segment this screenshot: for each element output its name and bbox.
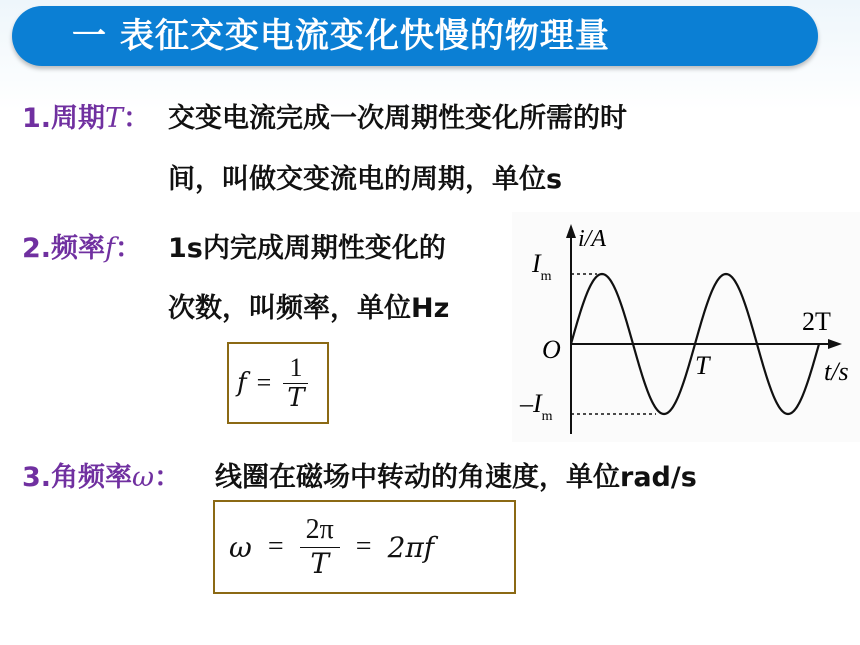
formula-fraction [281, 353, 310, 414]
formula-denominator: T [287, 382, 305, 413]
period-label: 1.周期T： [22, 103, 151, 134]
angular-frequency-label: 3.角频率ω： [22, 462, 182, 493]
section-banner [12, 6, 818, 66]
period-text-line1: 交变电流完成一次周期性变化所需的时 [168, 103, 627, 134]
y-axis-label: i/A [578, 226, 606, 252]
frequency-text-line1: 1s内完成周期性变化的 [168, 233, 446, 264]
formula-numerator: 1 [283, 353, 308, 384]
two-t-label: 2T [802, 307, 831, 336]
formula-f: f [237, 368, 247, 398]
formula-omega: ω [229, 530, 252, 564]
formula-equals-2: = [355, 531, 372, 562]
neg-im-label: $-I_m$ [520, 389, 553, 424]
formula-denominator-t: T [310, 546, 330, 580]
frequency-text-line2: 次数，叫频率，单位Hz [168, 293, 450, 324]
im-label: $I_m$ [532, 249, 552, 284]
angular-frequency-formula [213, 500, 516, 594]
angular-frequency-text: 线圈在磁场中转动的角速度，单位rad/s [215, 462, 697, 493]
frequency-row [22, 226, 142, 265]
t-label: T [695, 351, 710, 380]
origin-label: O [542, 335, 561, 364]
frequency-label: 2.频率f： [22, 233, 143, 264]
banner-title: 一 表征交变电流变化快慢的物理量 [72, 16, 610, 56]
formula-2pif: 2πf [387, 530, 435, 564]
formula-equals: = [256, 368, 272, 397]
frequency-formula [227, 342, 329, 424]
formula-equals-1: = [267, 531, 284, 562]
period-text-line2: 间，叫做交变流电的周期，单位s [168, 164, 563, 195]
formula-numerator-2pi: 2π [300, 514, 340, 547]
period-row [22, 96, 150, 135]
formula-fraction-2pi-t [300, 514, 340, 579]
angular-frequency-row [22, 455, 181, 494]
sine-wave-graph [512, 212, 860, 442]
x-axis-label: t/s [824, 357, 849, 386]
